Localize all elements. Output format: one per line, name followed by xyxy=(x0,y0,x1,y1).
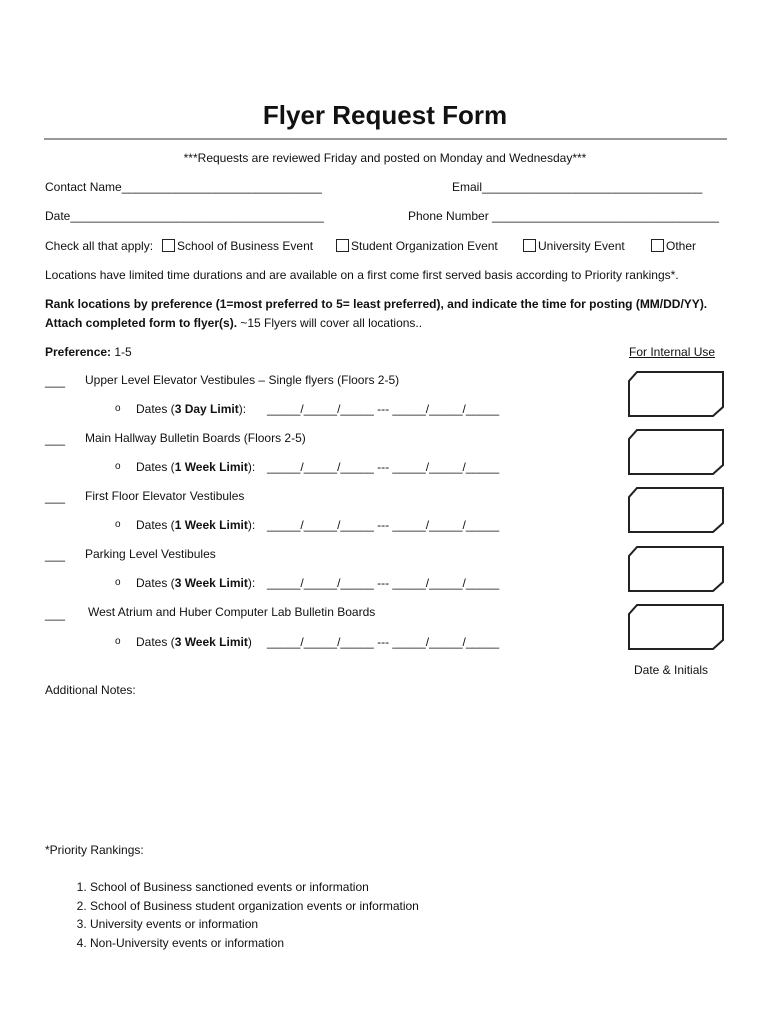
option-label: Student Organization Event xyxy=(351,239,498,253)
list-item: 3. University events or information xyxy=(90,915,419,934)
dates-close: ): xyxy=(247,460,256,474)
rank-instructions: Rank locations by preference (1=most preferred to 5= least preferred), and indicate the time for posting (MM/DD/YY). xyxy=(45,297,708,311)
option-school-of-business[interactable] xyxy=(162,239,313,253)
rank-blank[interactable]: ___ xyxy=(45,607,66,621)
priority-list xyxy=(52,878,419,952)
dates-close: ): xyxy=(247,576,256,590)
checkbox[interactable] xyxy=(336,239,349,252)
option-university[interactable] xyxy=(523,239,625,253)
preference-line xyxy=(45,345,132,359)
dates-label xyxy=(136,402,246,416)
rank-blank[interactable]: ___ xyxy=(45,490,66,504)
option-student-organization[interactable] xyxy=(336,239,498,253)
preference-range: 1-5 xyxy=(111,345,132,359)
internal-use-label: For Internal Use xyxy=(629,345,716,359)
internal-use-box[interactable] xyxy=(628,371,724,417)
date-range-field[interactable]: _____/_____/_____ --- _____/_____/_____ xyxy=(267,635,500,649)
rank-blank[interactable]: ___ xyxy=(45,432,66,446)
location-name: Parking Level Vestibules xyxy=(85,547,216,561)
dates-close: ) xyxy=(247,635,252,649)
option-label: University Event xyxy=(538,239,625,253)
form-title: Flyer Request Form xyxy=(262,100,508,130)
check-prefix: Check all that apply: xyxy=(45,239,154,253)
dates-close: ): xyxy=(238,402,247,416)
preference-label: Preference: xyxy=(45,345,112,359)
rank-blank[interactable]: ___ xyxy=(45,548,66,562)
date-range-field[interactable]: _____/_____/_____ --- _____/_____/_____ xyxy=(267,576,500,590)
location-name: Main Hallway Bulletin Boards (Floors 2-5) xyxy=(85,431,306,445)
priority-heading: *Priority Rankings: xyxy=(45,843,144,857)
checkbox[interactable] xyxy=(651,239,664,252)
internal-use-box[interactable] xyxy=(628,429,724,475)
dates-word: Dates ( xyxy=(136,635,175,649)
checkbox[interactable] xyxy=(523,239,536,252)
limit: 3 Week Limit xyxy=(174,576,248,590)
option-label: Other xyxy=(666,239,697,253)
date-initials-label: Date & Initials xyxy=(634,663,709,677)
limit: 3 Day Limit xyxy=(174,402,239,416)
date-field[interactable]: Date______________________________________ xyxy=(45,209,324,223)
list-item: 1. School of Business sanctioned events or information xyxy=(90,878,419,897)
dates-word: Dates ( xyxy=(136,576,175,590)
attach-rest: ~15 Flyers will cover all locations.. xyxy=(237,316,423,330)
limit: 1 Week Limit xyxy=(174,518,248,532)
contact-name-field[interactable]: Contact Name______________________________ xyxy=(45,180,322,194)
dates-label xyxy=(136,460,255,474)
dates-label xyxy=(136,576,255,590)
additional-notes-label: Additional Notes: xyxy=(45,683,136,697)
dates-label xyxy=(136,518,255,532)
internal-use-box[interactable] xyxy=(628,487,724,533)
review-notice: ***Requests are reviewed Friday and posted on Monday and Wednesday*** xyxy=(183,151,587,165)
rank-blank[interactable]: ___ xyxy=(45,374,66,388)
location-name: First Floor Elevator Vestibules xyxy=(85,489,245,503)
date-range-field[interactable]: _____/_____/_____ --- _____/_____/_____ xyxy=(267,460,500,474)
locations-note: Locations have limited time durations and are available on a first come first served basis according to Priority rankings*. xyxy=(45,268,679,282)
checkbox[interactable] xyxy=(162,239,175,252)
option-other[interactable] xyxy=(651,239,696,253)
attach-bold: Attach completed form to flyer(s). xyxy=(45,316,238,330)
email-field[interactable]: Email_________________________________ xyxy=(452,180,703,194)
bullet: o xyxy=(115,403,121,414)
date-range-field[interactable]: _____/_____/_____ --- _____/_____/_____ xyxy=(267,518,500,532)
dates-word: Dates ( xyxy=(136,460,175,474)
title-divider xyxy=(44,138,727,140)
internal-use-box[interactable] xyxy=(628,604,724,650)
limit: 1 Week Limit xyxy=(174,460,248,474)
location-name: West Atrium and Huber Computer Lab Bulletin Boards xyxy=(88,605,376,619)
bullet: o xyxy=(115,519,121,530)
location-name: Upper Level Elevator Vestibules – Single flyers (Floors 2-5) xyxy=(85,373,400,387)
dates-word: Dates ( xyxy=(136,402,175,416)
bullet: o xyxy=(115,577,121,588)
phone-field[interactable]: Phone Number __________________________________ xyxy=(408,209,719,223)
date-range-field[interactable]: _____/_____/_____ --- _____/_____/_____ xyxy=(267,402,500,416)
bullet: o xyxy=(115,461,121,472)
internal-use-box[interactable] xyxy=(628,546,724,592)
dates-label xyxy=(136,635,252,649)
attach-instructions xyxy=(45,316,422,330)
list-item: 4. Non-University events or information xyxy=(90,934,419,953)
bullet: o xyxy=(115,636,121,647)
dates-word: Dates ( xyxy=(136,518,175,532)
list-item: 2. School of Business student organization events or information xyxy=(90,897,419,916)
limit: 3 Week Limit xyxy=(174,635,248,649)
dates-close: ): xyxy=(247,518,256,532)
option-label: School of Business Event xyxy=(177,239,314,253)
